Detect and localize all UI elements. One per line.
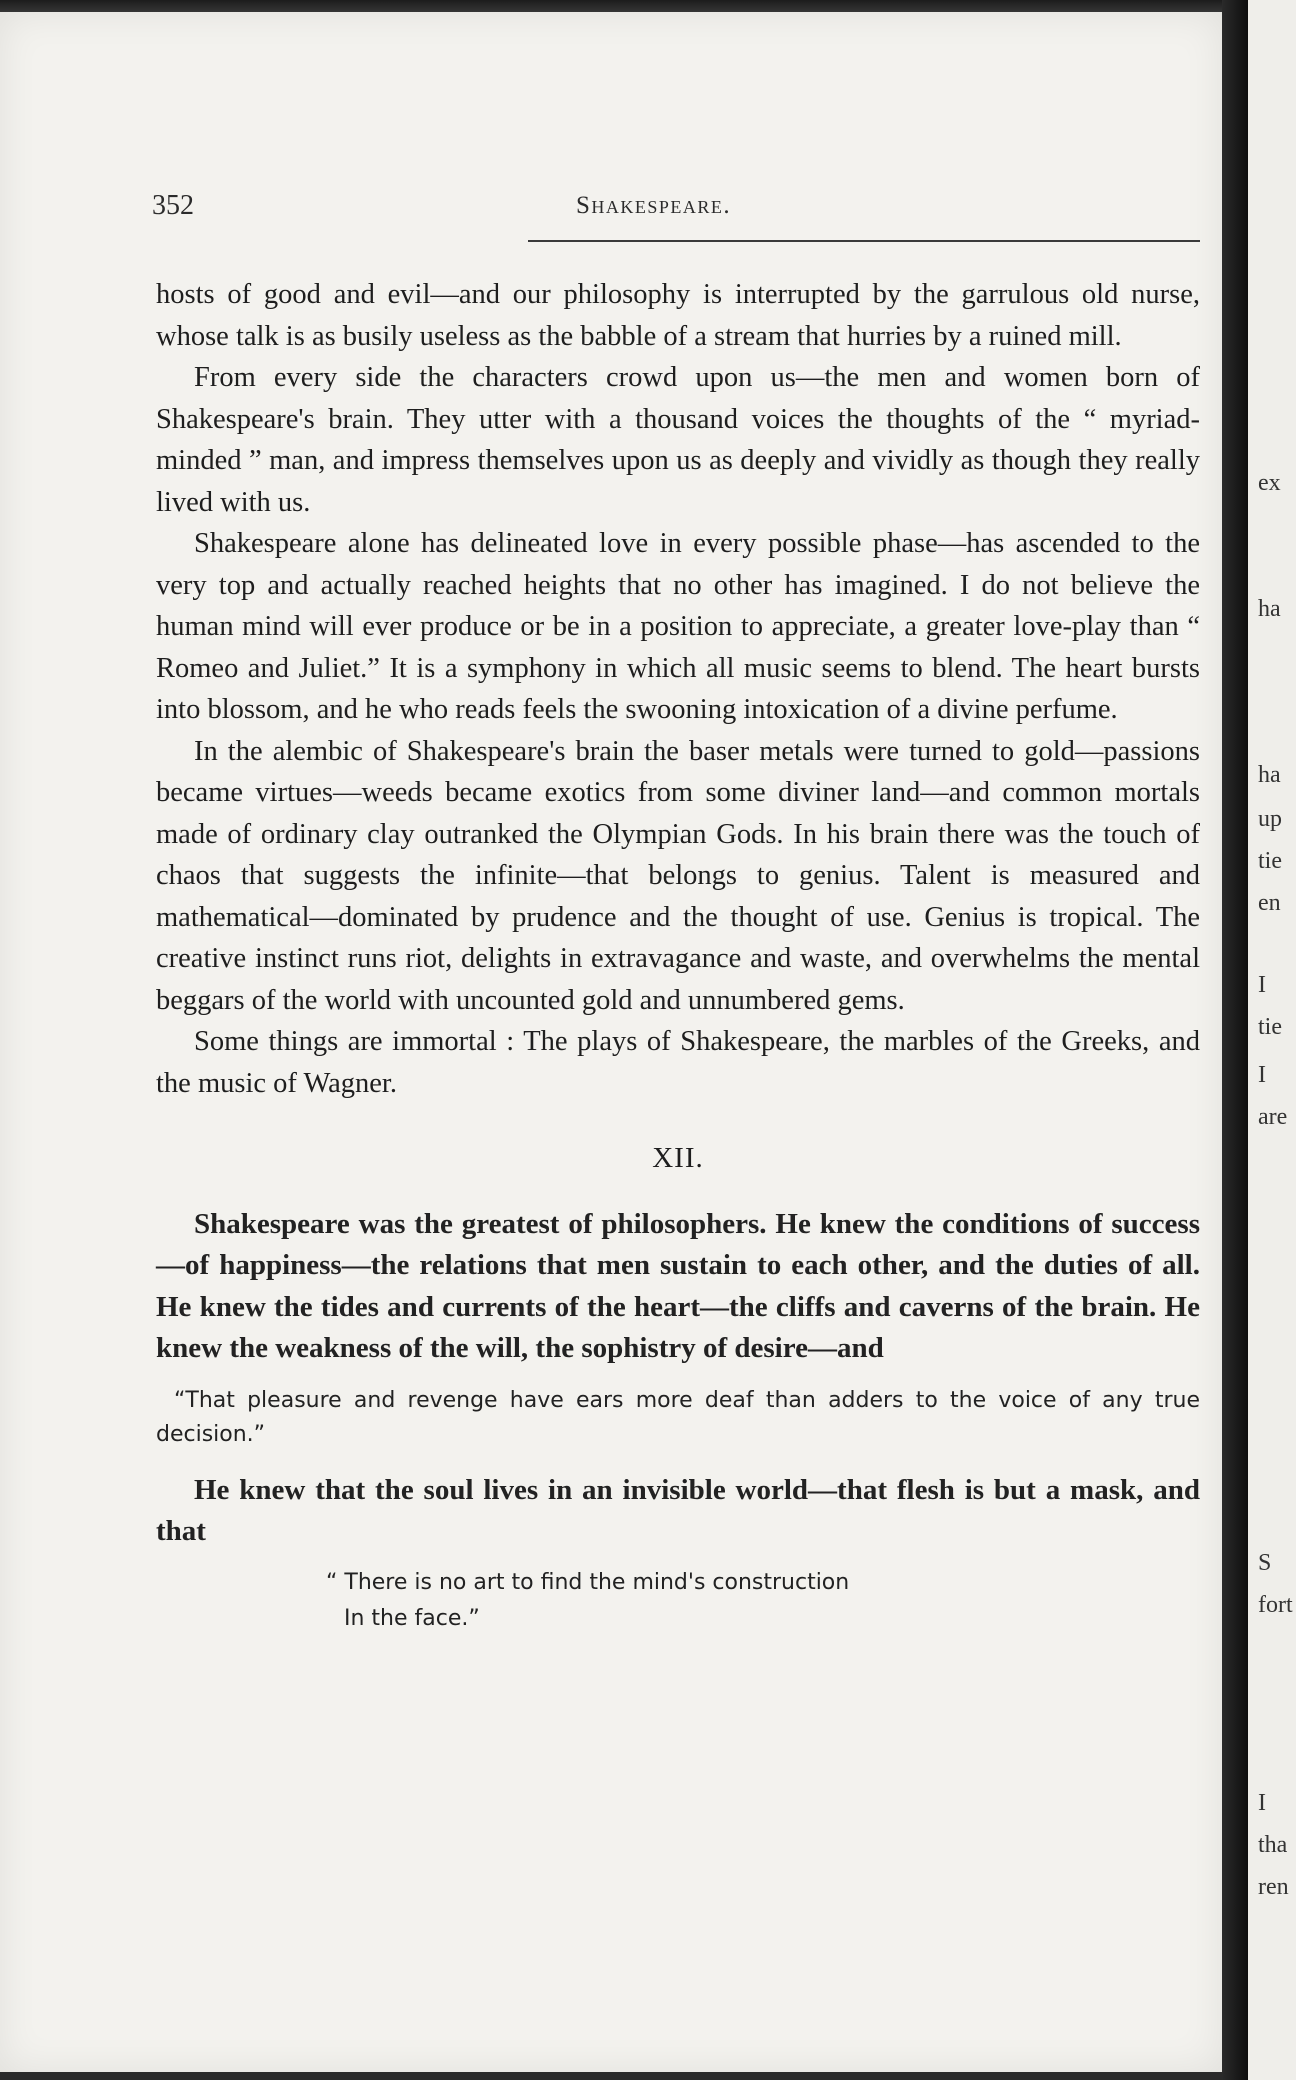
facing-page-fragment: S <box>1258 1550 1272 1576</box>
page-number: 352 <box>152 190 194 221</box>
facing-page-fragment: en <box>1258 890 1281 916</box>
verse-line: In the face.” <box>344 1605 480 1631</box>
section-heading: XII. <box>652 1142 704 1174</box>
paragraph: Shakespeare alone has delineated love in every possible phase—has ascended to the very top and actually reached heights that no other has imagined. I do not believe the human mind will ever produce or be in a position to appreciate, a greater love-play than “ Romeo and Juliet.” It is a symphony in which all music seems to blend. The heart bursts into blossom, and he who reads feels the swooning intoxication of a divine perfume. <box>156 528 1200 725</box>
facing-page-fragment: tha <box>1258 1832 1288 1858</box>
facing-page-fragment: are <box>1258 1104 1288 1130</box>
book-gutter <box>1222 0 1248 2080</box>
paragraph: He knew that the soul lives in an invisible world—that flesh is but a mask, and that <box>156 1473 1200 1547</box>
paragraph: Shakespeare was the greatest of philosophers. He knew the conditions of success—of happiness—the relations that men sustain to each other, and the duties of all. He knew the tides and currents of the heart—the cliffs and caverns of the brain. He knew the weakness of the will, the sophistry of desire—and <box>156 1207 1200 1364</box>
running-head: Shakespeare. <box>576 192 732 219</box>
paragraph: Some things are immortal : The plays of Shakespeare, the marbles of the Greeks, and the music of Wagner. <box>156 1026 1200 1099</box>
facing-page-fragment: tie <box>1258 1014 1282 1040</box>
facing-page-fragment: ha <box>1258 762 1281 788</box>
book-page <box>0 12 1222 2072</box>
facing-page-fragment: fort <box>1258 1592 1293 1618</box>
paragraph: hosts of good and evil—and our philosophy is interrupted by the garrulous old nurse, whose talk is as busily useless as the babble of a stream that hurries by a ruined mill. <box>156 279 1200 352</box>
facing-page-fragment: tie <box>1258 848 1282 874</box>
facing-page-edge <box>1248 0 1296 2080</box>
page-header <box>152 190 1197 230</box>
facing-page-fragment: I <box>1258 1062 1266 1088</box>
paragraph: In the alembic of Shakespeare's brain the baser metals were turned to gold—passions became virtues—weeds became exotics from some diviner land—and common mortals made of ordinary clay outranked the Olympian Gods. In his brain there was the touch of chaos that suggests the infinite—that belongs to genius. Talent is measured and mathematical—dominated by prudence and the thought of use. Genius is tropical. The creative instinct runs riot, delights in extravagance and waste, and overwhelms the mental beggars of the world with uncounted gold and unnumbered gems. <box>156 735 1200 1016</box>
header-rule <box>528 240 1200 242</box>
paragraph: From every side the characters crowd upon us—the men and women born of Shakespeare's brain. They utter with a thousand voices the thoughts of the “ myriad-minded ” man, and impress themselves upon us as deeply and vividly as though they really lived with us. <box>156 362 1200 518</box>
facing-page-fragment: I <box>1258 972 1266 998</box>
quotation: “That pleasure and revenge have ears more deaf than adders to the voice of any true decision.” <box>156 1387 1200 1447</box>
verse-line: “ There is no art to find the mind's construction <box>326 1569 850 1595</box>
facing-page-fragment: I <box>1258 1790 1266 1816</box>
verse-quotation <box>326 1565 1200 1637</box>
facing-page-fragment: ren <box>1258 1874 1289 1900</box>
facing-page-fragment: ex <box>1258 470 1281 496</box>
body-text <box>156 274 1200 1637</box>
facing-page-fragment: ha <box>1258 596 1281 622</box>
facing-page-fragment: up <box>1258 806 1282 832</box>
